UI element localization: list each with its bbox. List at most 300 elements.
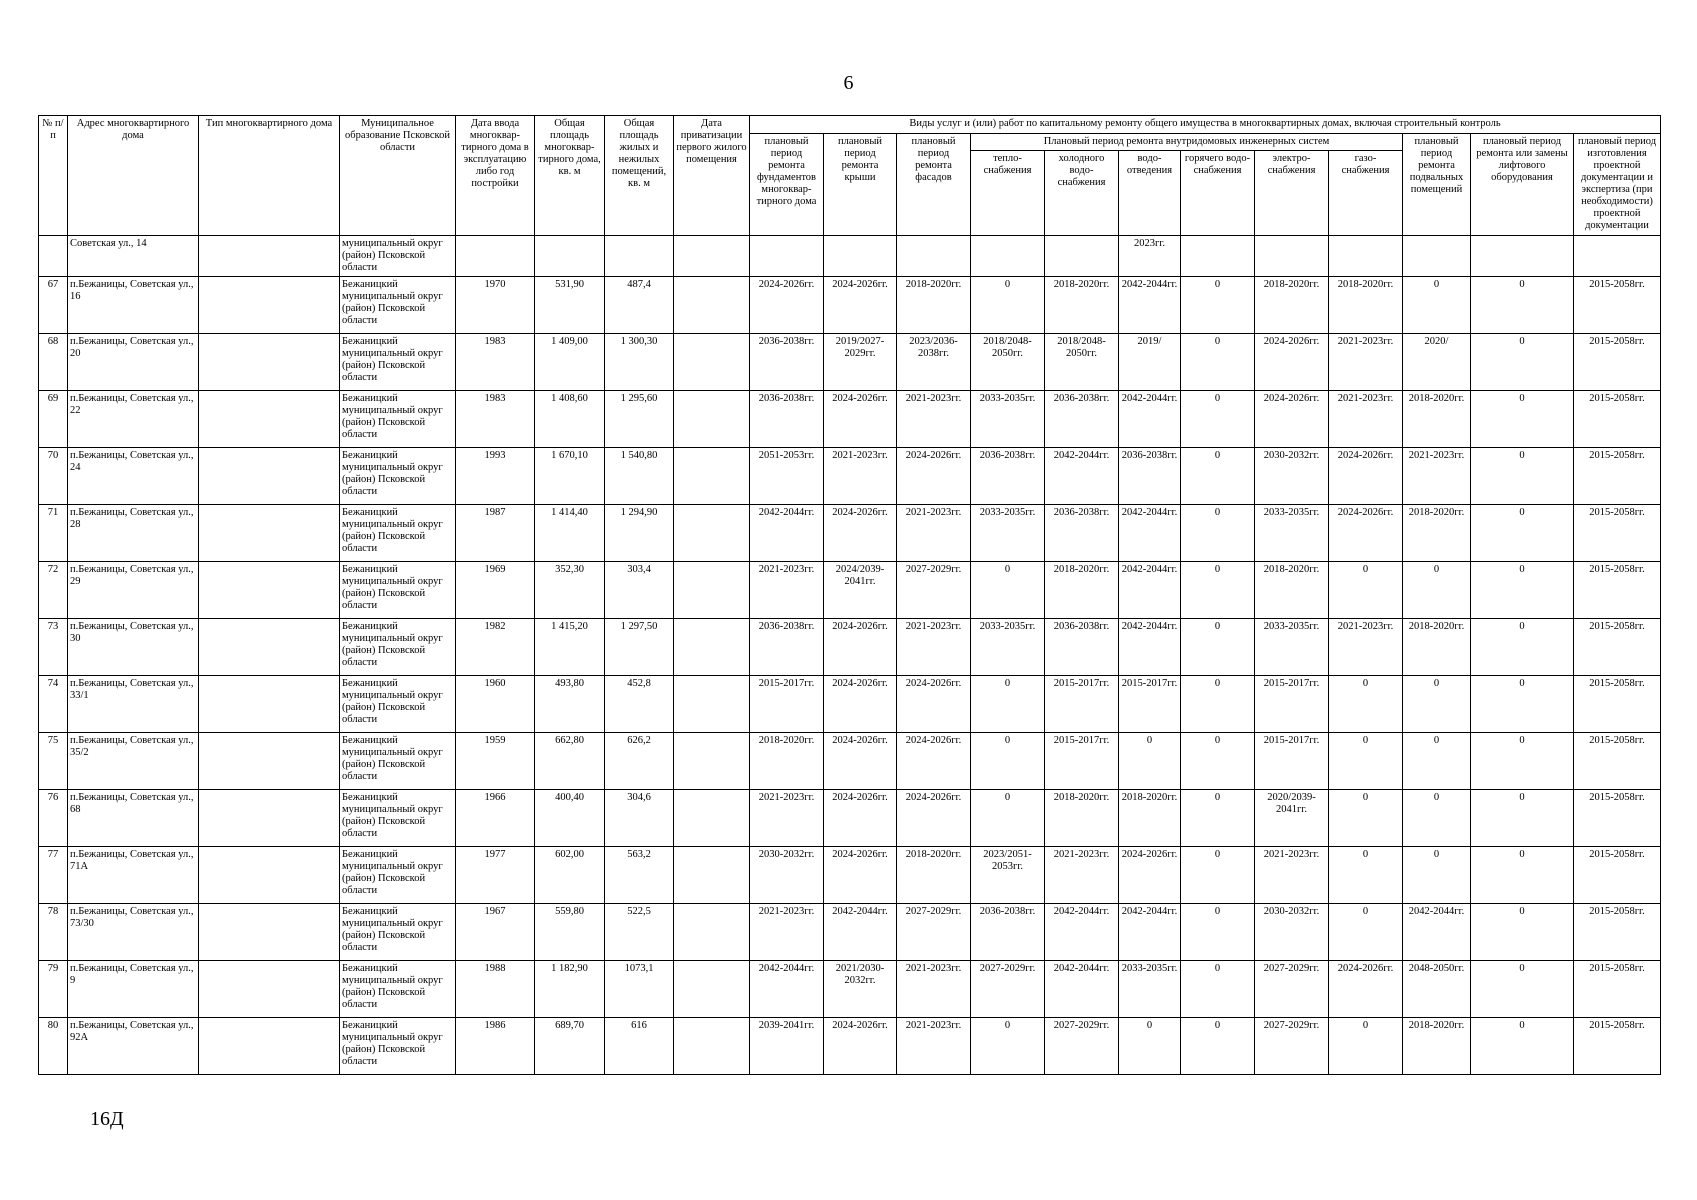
row-gas: 2021-2023гг. [1329, 391, 1403, 448]
row-hot-water: 0 [1181, 904, 1255, 961]
row-heat: 2036-2038гг. [971, 904, 1045, 961]
row-foundation: 2042-2044гг. [750, 505, 824, 562]
header-living-area: Общая площадь жилых и нежилых помещений, кв. м [605, 116, 674, 236]
row-address: п.Бежаницы, Советская ул., 71А [68, 847, 199, 904]
row-hot-water: 0 [1181, 505, 1255, 562]
row-roof: 2024-2026гг. [824, 505, 897, 562]
row-design: 2015-2058гг. [1574, 277, 1661, 334]
row-hot-water: 0 [1181, 961, 1255, 1018]
row-design: 2015-2058гг. [1574, 790, 1661, 847]
header-gas: газо-снабжения [1329, 151, 1403, 236]
row-foundation: 2024-2026гг. [750, 277, 824, 334]
row-electricity: 2024-2026гг. [1255, 334, 1329, 391]
row-number: 80 [39, 1018, 68, 1075]
row-facade: 2021-2023гг. [897, 505, 971, 562]
row-type [199, 961, 340, 1018]
header-privatization: Дата приватизации первого жилого помещения [674, 116, 750, 236]
row-municipality: Бежаницкий муниципальный округ (район) Псковской области [340, 847, 456, 904]
table-body [39, 236, 1661, 1075]
row-privatization [674, 1018, 750, 1075]
row-hot-water [1181, 236, 1255, 277]
row-roof: 2024-2026гг. [824, 1018, 897, 1075]
row-roof: 2021/2030-2032гг. [824, 961, 897, 1018]
row-living-area: 1 294,90 [605, 505, 674, 562]
row-elevator: 0 [1471, 277, 1574, 334]
row-living-area: 1 297,50 [605, 619, 674, 676]
row-address: п.Бежаницы, Советская ул., 73/30 [68, 904, 199, 961]
row-design: 2015-2058гг. [1574, 1018, 1661, 1075]
row-roof: 2024-2026гг. [824, 619, 897, 676]
row-living-area: 303,4 [605, 562, 674, 619]
row-electricity: 2018-2020гг. [1255, 562, 1329, 619]
row-type [199, 448, 340, 505]
row-basement: 2021-2023гг. [1403, 448, 1471, 505]
row-foundation [750, 236, 824, 277]
row-type [199, 676, 340, 733]
row-drainage: 2019/ [1119, 334, 1181, 391]
row-address: п.Бежаницы, Советская ул., 22 [68, 391, 199, 448]
row-cold-water: 2027-2029гг. [1045, 1018, 1119, 1075]
row-municipality: Бежаницкий муниципальный округ (район) Псковской области [340, 790, 456, 847]
row-elevator: 0 [1471, 505, 1574, 562]
row-drainage: 0 [1119, 1018, 1181, 1075]
row-privatization [674, 391, 750, 448]
row-year: 1988 [456, 961, 535, 1018]
row-cold-water: 2015-2017гг. [1045, 733, 1119, 790]
row-foundation: 2018-2020гг. [750, 733, 824, 790]
row-cold-water: 2036-2038гг. [1045, 619, 1119, 676]
row-year: 1987 [456, 505, 535, 562]
row-drainage: 2042-2044гг. [1119, 505, 1181, 562]
row-design: 2015-2058гг. [1574, 562, 1661, 619]
row-cold-water: 2042-2044гг. [1045, 961, 1119, 1018]
row-facade: 2024-2026гг. [897, 448, 971, 505]
row-municipality: Бежаницкий муниципальный округ (район) Псковской области [340, 448, 456, 505]
row-gas: 2021-2023гг. [1329, 619, 1403, 676]
row-living-area: 522,5 [605, 904, 674, 961]
row-cold-water: 2042-2044гг. [1045, 448, 1119, 505]
row-address: п.Бежаницы, Советская ул., 16 [68, 277, 199, 334]
table-row [39, 334, 1661, 391]
row-elevator: 0 [1471, 562, 1574, 619]
row-elevator: 0 [1471, 904, 1574, 961]
row-total-area: 1 670,10 [535, 448, 605, 505]
row-foundation: 2051-2053гг. [750, 448, 824, 505]
row-elevator: 0 [1471, 1018, 1574, 1075]
table-row [39, 733, 1661, 790]
row-year: 1983 [456, 334, 535, 391]
row-basement: 2018-2020гг. [1403, 391, 1471, 448]
row-type [199, 562, 340, 619]
row-year: 1977 [456, 847, 535, 904]
capital-repair-table [38, 115, 1661, 1075]
row-hot-water: 0 [1181, 277, 1255, 334]
row-drainage: 2015-2017гг. [1119, 676, 1181, 733]
row-foundation: 2036-2038гг. [750, 619, 824, 676]
row-total-area: 559,80 [535, 904, 605, 961]
row-foundation: 2030-2032гг. [750, 847, 824, 904]
table-row [39, 676, 1661, 733]
row-year: 1970 [456, 277, 535, 334]
row-living-area [605, 236, 674, 277]
row-drainage: 2033-2035гг. [1119, 961, 1181, 1018]
header-elevator: плановый период ремонта или замены лифтового оборудования [1471, 134, 1574, 236]
row-address: п.Бежаницы, Советская ул., 28 [68, 505, 199, 562]
header-year: Дата ввода многоквар-тирного дома в эксплуатацию либо год постройки [456, 116, 535, 236]
header-municipality: Муниципальное образование Псковской области [340, 116, 456, 236]
row-cold-water: 2036-2038гг. [1045, 391, 1119, 448]
table-row [39, 236, 1661, 277]
row-address: п.Бежаницы, Советская ул., 20 [68, 334, 199, 391]
row-basement: 2018-2020гг. [1403, 619, 1471, 676]
row-privatization [674, 562, 750, 619]
row-basement: 0 [1403, 676, 1471, 733]
row-roof: 2024-2026гг. [824, 790, 897, 847]
row-electricity: 2020/2039-2041гг. [1255, 790, 1329, 847]
row-type [199, 619, 340, 676]
row-total-area: 400,40 [535, 790, 605, 847]
row-drainage: 2042-2044гг. [1119, 277, 1181, 334]
row-address: п.Бежаницы, Советская ул., 30 [68, 619, 199, 676]
row-facade: 2024-2026гг. [897, 733, 971, 790]
row-basement: 0 [1403, 733, 1471, 790]
row-design: 2015-2058гг. [1574, 904, 1661, 961]
row-facade: 2021-2023гг. [897, 619, 971, 676]
row-roof: 2042-2044гг. [824, 904, 897, 961]
row-drainage: 0 [1119, 733, 1181, 790]
row-gas: 2024-2026гг. [1329, 505, 1403, 562]
header-design: плановый период изготовления проектной документации и экспертиза (при необходимости) проектной документации [1574, 134, 1661, 236]
row-living-area: 616 [605, 1018, 674, 1075]
row-drainage: 2042-2044гг. [1119, 391, 1181, 448]
row-design: 2015-2058гг. [1574, 334, 1661, 391]
row-gas: 0 [1329, 790, 1403, 847]
row-cold-water: 2021-2023гг. [1045, 847, 1119, 904]
row-total-area: 1 414,40 [535, 505, 605, 562]
row-design: 2015-2058гг. [1574, 619, 1661, 676]
row-address: п.Бежаницы, Советская ул., 92А [68, 1018, 199, 1075]
row-number: 75 [39, 733, 68, 790]
header-hot-water: горячего водо-снабжения [1181, 151, 1255, 236]
row-privatization [674, 619, 750, 676]
row-address: п.Бежаницы, Советская ул., 35/2 [68, 733, 199, 790]
row-heat: 0 [971, 1018, 1045, 1075]
row-total-area: 493,80 [535, 676, 605, 733]
row-facade: 2018-2020гг. [897, 847, 971, 904]
row-hot-water: 0 [1181, 391, 1255, 448]
row-municipality: Бежаницкий муниципальный округ (район) Псковской области [340, 334, 456, 391]
row-number: 78 [39, 904, 68, 961]
row-drainage: 2023гг. [1119, 236, 1181, 277]
row-type [199, 277, 340, 334]
header-engineering-group: Плановый период ремонта внутридомовых инженерных систем [971, 134, 1403, 151]
row-total-area [535, 236, 605, 277]
row-design: 2015-2058гг. [1574, 391, 1661, 448]
row-design: 2015-2058гг. [1574, 676, 1661, 733]
row-living-area: 563,2 [605, 847, 674, 904]
row-total-area: 352,30 [535, 562, 605, 619]
row-municipality: Бежаницкий муниципальный округ (район) Псковской области [340, 505, 456, 562]
table-row [39, 847, 1661, 904]
table-row [39, 391, 1661, 448]
row-elevator: 0 [1471, 676, 1574, 733]
row-type [199, 236, 340, 277]
row-hot-water: 0 [1181, 619, 1255, 676]
row-number [39, 236, 68, 277]
row-heat: 2036-2038гг. [971, 448, 1045, 505]
row-foundation: 2021-2023гг. [750, 790, 824, 847]
row-gas: 0 [1329, 1018, 1403, 1075]
row-number: 71 [39, 505, 68, 562]
header-num: № п/п [39, 116, 68, 236]
row-hot-water: 0 [1181, 790, 1255, 847]
row-roof: 2024/2039-2041гг. [824, 562, 897, 619]
row-municipality: Бежаницкий муниципальный округ (район) Псковской области [340, 904, 456, 961]
row-cold-water: 2042-2044гг. [1045, 904, 1119, 961]
table-row [39, 1018, 1661, 1075]
row-electricity: 2030-2032гг. [1255, 904, 1329, 961]
row-electricity: 2024-2026гг. [1255, 391, 1329, 448]
row-total-area: 662,80 [535, 733, 605, 790]
row-total-area: 602,00 [535, 847, 605, 904]
row-gas: 0 [1329, 847, 1403, 904]
row-gas: 0 [1329, 904, 1403, 961]
row-number: 73 [39, 619, 68, 676]
row-privatization [674, 505, 750, 562]
table-row [39, 448, 1661, 505]
row-municipality: Бежаницкий муниципальный округ (район) Псковской области [340, 391, 456, 448]
row-privatization [674, 334, 750, 391]
table-row [39, 904, 1661, 961]
row-total-area: 1 182,90 [535, 961, 605, 1018]
row-total-area: 1 409,00 [535, 334, 605, 391]
row-roof [824, 236, 897, 277]
row-type [199, 904, 340, 961]
row-type [199, 847, 340, 904]
row-basement: 0 [1403, 790, 1471, 847]
row-design: 2015-2058гг. [1574, 505, 1661, 562]
row-basement: 2020/ [1403, 334, 1471, 391]
row-drainage: 2018-2020гг. [1119, 790, 1181, 847]
row-facade: 2021-2023гг. [897, 391, 971, 448]
header-heat: тепло-снабжения [971, 151, 1045, 236]
row-gas: 0 [1329, 676, 1403, 733]
row-electricity: 2030-2032гг. [1255, 448, 1329, 505]
row-foundation: 2015-2017гг. [750, 676, 824, 733]
row-heat: 0 [971, 676, 1045, 733]
row-basement: 0 [1403, 847, 1471, 904]
row-basement: 0 [1403, 562, 1471, 619]
header-cold-water: холодного водо-снабжения [1045, 151, 1119, 236]
header-basement: плановый период ремонта подвальных помещений [1403, 134, 1471, 236]
row-electricity: 2021-2023гг. [1255, 847, 1329, 904]
row-cold-water: 2036-2038гг. [1045, 505, 1119, 562]
row-roof: 2024-2026гг. [824, 676, 897, 733]
row-municipality: Бежаницкий муниципальный округ (район) Псковской области [340, 277, 456, 334]
row-design [1574, 236, 1661, 277]
row-electricity [1255, 236, 1329, 277]
row-foundation: 2036-2038гг. [750, 391, 824, 448]
row-basement: 2048-2050гг. [1403, 961, 1471, 1018]
row-number: 67 [39, 277, 68, 334]
row-electricity: 2027-2029гг. [1255, 1018, 1329, 1075]
table-row [39, 961, 1661, 1018]
row-gas: 2024-2026гг. [1329, 961, 1403, 1018]
row-basement: 0 [1403, 277, 1471, 334]
row-heat: 0 [971, 790, 1045, 847]
row-privatization [674, 847, 750, 904]
row-cold-water: 2015-2017гг. [1045, 676, 1119, 733]
row-facade: 2024-2026гг. [897, 790, 971, 847]
row-type [199, 391, 340, 448]
row-heat: 2018/2048-2050гг. [971, 334, 1045, 391]
row-living-area: 1073,1 [605, 961, 674, 1018]
row-elevator: 0 [1471, 733, 1574, 790]
row-drainage: 2024-2026гг. [1119, 847, 1181, 904]
header-address: Адрес многоквартирного дома [68, 116, 199, 236]
table-row [39, 790, 1661, 847]
row-heat: 0 [971, 277, 1045, 334]
row-privatization [674, 448, 750, 505]
row-municipality: Бежаницкий муниципальный округ (район) Псковской области [340, 676, 456, 733]
row-year: 1959 [456, 733, 535, 790]
row-address: п.Бежаницы, Советская ул., 9 [68, 961, 199, 1018]
row-living-area: 452,8 [605, 676, 674, 733]
row-living-area: 1 295,60 [605, 391, 674, 448]
row-elevator: 0 [1471, 448, 1574, 505]
row-municipality: Бежаницкий муниципальный округ (район) Псковской области [340, 562, 456, 619]
row-number: 77 [39, 847, 68, 904]
row-electricity: 2018-2020гг. [1255, 277, 1329, 334]
row-living-area: 304,6 [605, 790, 674, 847]
row-type [199, 733, 340, 790]
row-privatization [674, 733, 750, 790]
row-address: п.Бежаницы, Советская ул., 29 [68, 562, 199, 619]
table-row [39, 562, 1661, 619]
row-privatization [674, 790, 750, 847]
row-municipality: Бежаницкий муниципальный округ (район) Псковской области [340, 961, 456, 1018]
row-address: Советская ул., 14 [68, 236, 199, 277]
row-electricity: 2033-2035гг. [1255, 619, 1329, 676]
row-elevator: 0 [1471, 619, 1574, 676]
row-total-area: 531,90 [535, 277, 605, 334]
row-drainage: 2042-2044гг. [1119, 904, 1181, 961]
row-hot-water: 0 [1181, 847, 1255, 904]
row-year: 1969 [456, 562, 535, 619]
row-roof: 2024-2026гг. [824, 847, 897, 904]
row-privatization [674, 676, 750, 733]
row-facade: 2021-2023гг. [897, 961, 971, 1018]
row-electricity: 2015-2017гг. [1255, 733, 1329, 790]
header-drainage: водо-отведения [1119, 151, 1181, 236]
row-roof: 2024-2026гг. [824, 391, 897, 448]
row-facade [897, 236, 971, 277]
row-gas [1329, 236, 1403, 277]
row-facade: 2018-2020гг. [897, 277, 971, 334]
row-cold-water: 2018-2020гг. [1045, 277, 1119, 334]
row-type [199, 505, 340, 562]
row-cold-water: 2018-2020гг. [1045, 562, 1119, 619]
header-works-group: Виды услуг и (или) работ по капитальному ремонту общего имущества в многоквартирных домах, включая строительный контроль [750, 116, 1661, 134]
row-foundation: 2042-2044гг. [750, 961, 824, 1018]
row-address: п.Бежаницы, Советская ул., 33/1 [68, 676, 199, 733]
row-basement [1403, 236, 1471, 277]
row-roof: 2024-2026гг. [824, 733, 897, 790]
row-year: 1982 [456, 619, 535, 676]
row-roof: 2021-2023гг. [824, 448, 897, 505]
row-cold-water: 2018-2020гг. [1045, 790, 1119, 847]
row-elevator: 0 [1471, 391, 1574, 448]
row-number: 76 [39, 790, 68, 847]
row-year: 1967 [456, 904, 535, 961]
row-hot-water: 0 [1181, 448, 1255, 505]
row-privatization [674, 904, 750, 961]
row-address: п.Бежаницы, Советская ул., 24 [68, 448, 199, 505]
row-year: 1986 [456, 1018, 535, 1075]
row-foundation: 2021-2023гг. [750, 562, 824, 619]
row-year [456, 236, 535, 277]
row-hot-water: 0 [1181, 676, 1255, 733]
header-electricity: электро-снабжения [1255, 151, 1329, 236]
row-year: 1983 [456, 391, 535, 448]
row-design: 2015-2058гг. [1574, 733, 1661, 790]
row-heat: 2033-2035гг. [971, 619, 1045, 676]
row-number: 74 [39, 676, 68, 733]
row-heat [971, 236, 1045, 277]
row-municipality: Бежаницкий муниципальный округ (район) Псковской области [340, 1018, 456, 1075]
row-municipality: Бежаницкий муниципальный округ (район) Псковской области [340, 733, 456, 790]
row-municipality: Бежаницкий муниципальный округ (район) Псковской области [340, 619, 456, 676]
row-year: 1993 [456, 448, 535, 505]
row-gas: 2024-2026гг. [1329, 448, 1403, 505]
row-roof: 2024-2026гг. [824, 277, 897, 334]
row-address: п.Бежаницы, Советская ул., 68 [68, 790, 199, 847]
row-year: 1966 [456, 790, 535, 847]
row-drainage: 2042-2044гг. [1119, 619, 1181, 676]
row-design: 2015-2058гг. [1574, 847, 1661, 904]
row-gas: 0 [1329, 733, 1403, 790]
row-basement: 2018-2020гг. [1403, 505, 1471, 562]
row-foundation: 2021-2023гг. [750, 904, 824, 961]
row-living-area: 487,4 [605, 277, 674, 334]
row-facade: 2023/2036-2038гг. [897, 334, 971, 391]
row-facade: 2024-2026гг. [897, 676, 971, 733]
row-number: 70 [39, 448, 68, 505]
header-roof: плановый период ремонта крыши [824, 134, 897, 236]
row-heat: 2027-2029гг. [971, 961, 1045, 1018]
row-gas: 0 [1329, 562, 1403, 619]
row-basement: 2018-2020гг. [1403, 1018, 1471, 1075]
table-row [39, 619, 1661, 676]
row-privatization [674, 277, 750, 334]
row-foundation: 2039-2041гг. [750, 1018, 824, 1075]
header-type: Тип многоквартирного дома [199, 116, 340, 236]
row-basement: 2042-2044гг. [1403, 904, 1471, 961]
row-year: 1960 [456, 676, 535, 733]
row-type [199, 334, 340, 391]
row-elevator: 0 [1471, 961, 1574, 1018]
page-number: 6 [843, 72, 854, 94]
row-privatization [674, 236, 750, 277]
row-elevator [1471, 236, 1574, 277]
row-number: 68 [39, 334, 68, 391]
row-hot-water: 0 [1181, 733, 1255, 790]
row-elevator: 0 [1471, 790, 1574, 847]
row-type [199, 790, 340, 847]
row-facade: 2027-2029гг. [897, 904, 971, 961]
table-row [39, 505, 1661, 562]
row-electricity: 2033-2035гг. [1255, 505, 1329, 562]
